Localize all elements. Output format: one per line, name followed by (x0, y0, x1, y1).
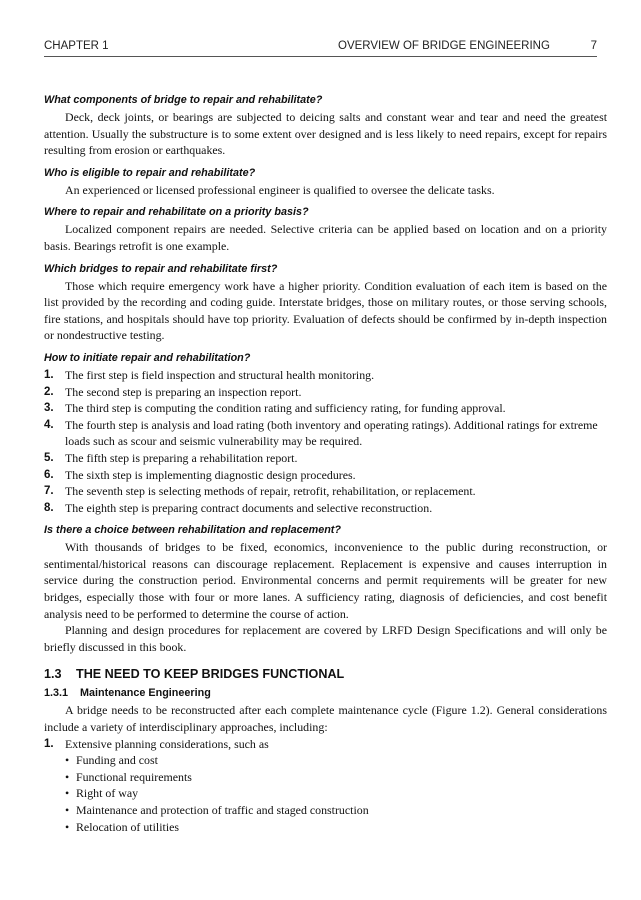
initiate-steps-list (44, 367, 607, 516)
bullet-text: Right of way (76, 786, 139, 801)
bullet-glyph: • (65, 803, 70, 817)
list-item (44, 384, 607, 401)
subsection-title: Maintenance Engineering (80, 687, 211, 700)
step-number: 8. (44, 501, 54, 514)
bullet-text: Relocation of utilities (76, 819, 180, 834)
question-heading: Who is eligible to repair and rehabilitate? (44, 166, 256, 179)
list-item (44, 483, 607, 500)
subsection-heading (44, 685, 607, 701)
section-title: THE NEED TO KEEP BRIDGES FUNCTIONAL (76, 667, 345, 682)
step-number: 3. (44, 402, 54, 415)
bullet-glyph: • (65, 769, 70, 784)
step-text: The fourth step is analysis and load rating (both inventory and operating ratings). Additional ratings for extreme loads such as scour and seismic vulnerability may be required. (65, 417, 598, 449)
step-number: 1. (44, 737, 54, 750)
step-text: The second step is preparing an inspection report. (65, 384, 302, 399)
step-text: The sixth step is implementing diagnostic design procedures. (65, 467, 356, 482)
step-number: 2. (44, 385, 54, 398)
answer-paragraph: Deck, deck joints, or bearings are subjected to deicing salts and constant wear and tear and need the greatest attention. Usually the substructure is to some extent over designed and is less likely to need repairs, except for repairs resulting from erosion or earthquakes. (44, 110, 607, 158)
question-heading: What components of bridge to repair and rehabilitate? (44, 94, 323, 106)
header-rule (44, 56, 597, 57)
bullet-text: Funding and cost (76, 753, 158, 768)
step-number: 7. (44, 485, 54, 498)
answer-paragraph: Those which require emergency work have a higher priority. Condition evaluation of each item is based on the list provided by the recording and coding guide. Interstate bridges, those on military routes, or those serving schools, fire stations, and hospitals should have top priority. Evaluation of defects should be confirmed by in-depth inspection or nondestructive testing. (44, 278, 607, 343)
question-heading: How to initiate repair and rehabilitation? (44, 351, 251, 364)
step-number: 1. (44, 368, 54, 381)
bullet-item (65, 819, 607, 836)
bullet-glyph: • (65, 786, 70, 801)
step-text: The seventh step is selecting methods of repair, retrofit, rehabilitation, or replacement. (65, 484, 476, 499)
bullet-text: Maintenance and protection of traffic and staged construction (76, 803, 369, 817)
bullet-item (65, 802, 607, 819)
bullet-glyph: • (65, 753, 70, 768)
bullet-item (65, 769, 607, 786)
page-body (44, 86, 607, 835)
answer-paragraph: With thousands of bridges to be fixed, economics, inconvenience to the public during reconstruction, or sentimental/historical reasons can discourage replacement. Replacement is expensive and causes interruption in service during the construction period. Environmental concerns and permit requirements will be greater for new bridges, especially those with four or more lanes. A sufficiency rating, diagnosis of deficiencies, and cost benefit analysis need to be performed to determine the course of action. (44, 540, 607, 621)
list-item (44, 467, 607, 484)
step-number: 5. (44, 451, 54, 464)
section-heading (44, 665, 607, 683)
considerations-list (44, 736, 607, 753)
bullet-item (65, 785, 607, 802)
step-text: The eighth step is preparing contract documents and selective reconstruction. (65, 500, 433, 515)
list-item (44, 736, 607, 753)
question-heading: Is there a choice between rehabilitation and replacement? (44, 524, 341, 537)
subsection-number: 1.3.1 (44, 687, 69, 700)
body-paragraph: A bridge needs to be reconstructed after each complete maintenance cycle (Figure 1.2). General considerations include a variety of interdisciplinary approaches, including: (44, 703, 607, 735)
list-item (44, 367, 607, 384)
list-item (44, 500, 607, 517)
step-text: Extensive planning considerations, such as (65, 736, 269, 751)
answer-paragraph: Planning and design procedures for replacement are covered by LRFD Design Specifications and will only be briefly discussed in this book. (44, 623, 607, 654)
list-item (44, 400, 607, 417)
step-number: 4. (44, 418, 54, 431)
bullet-text: Functional requirements (76, 769, 192, 784)
answer-paragraph: An experienced or licensed professional engineer is qualified to oversee the delicate tasks. (65, 182, 495, 197)
step-text: The fifth step is preparing a rehabilitation report. (65, 450, 298, 465)
step-text: The first step is field inspection and structural health monitoring. (65, 367, 375, 382)
list-item (44, 417, 607, 450)
step-text: The third step is computing the condition rating and sufficiency rating, for funding approval. (65, 401, 506, 416)
chapter-label: CHAPTER 1 (44, 40, 109, 52)
question-heading: Where to repair and rehabilitate on a priority basis? (44, 206, 309, 219)
step-number: 6. (44, 468, 54, 481)
bullet-glyph: • (65, 819, 70, 834)
list-item (44, 450, 607, 467)
page-number: 7 (590, 40, 597, 52)
considerations-bullets (44, 752, 607, 835)
answer-paragraph: Localized component repairs are needed. Selective criteria can be applied based on location and on a priority basis. Bearings retrofit is one example. (44, 222, 607, 253)
running-title: OVERVIEW OF BRIDGE ENGINEERING (338, 40, 550, 52)
bullet-item (65, 752, 607, 769)
section-number: 1.3 (44, 667, 62, 682)
question-heading: Which bridges to repair and rehabilitate first? (44, 262, 278, 275)
